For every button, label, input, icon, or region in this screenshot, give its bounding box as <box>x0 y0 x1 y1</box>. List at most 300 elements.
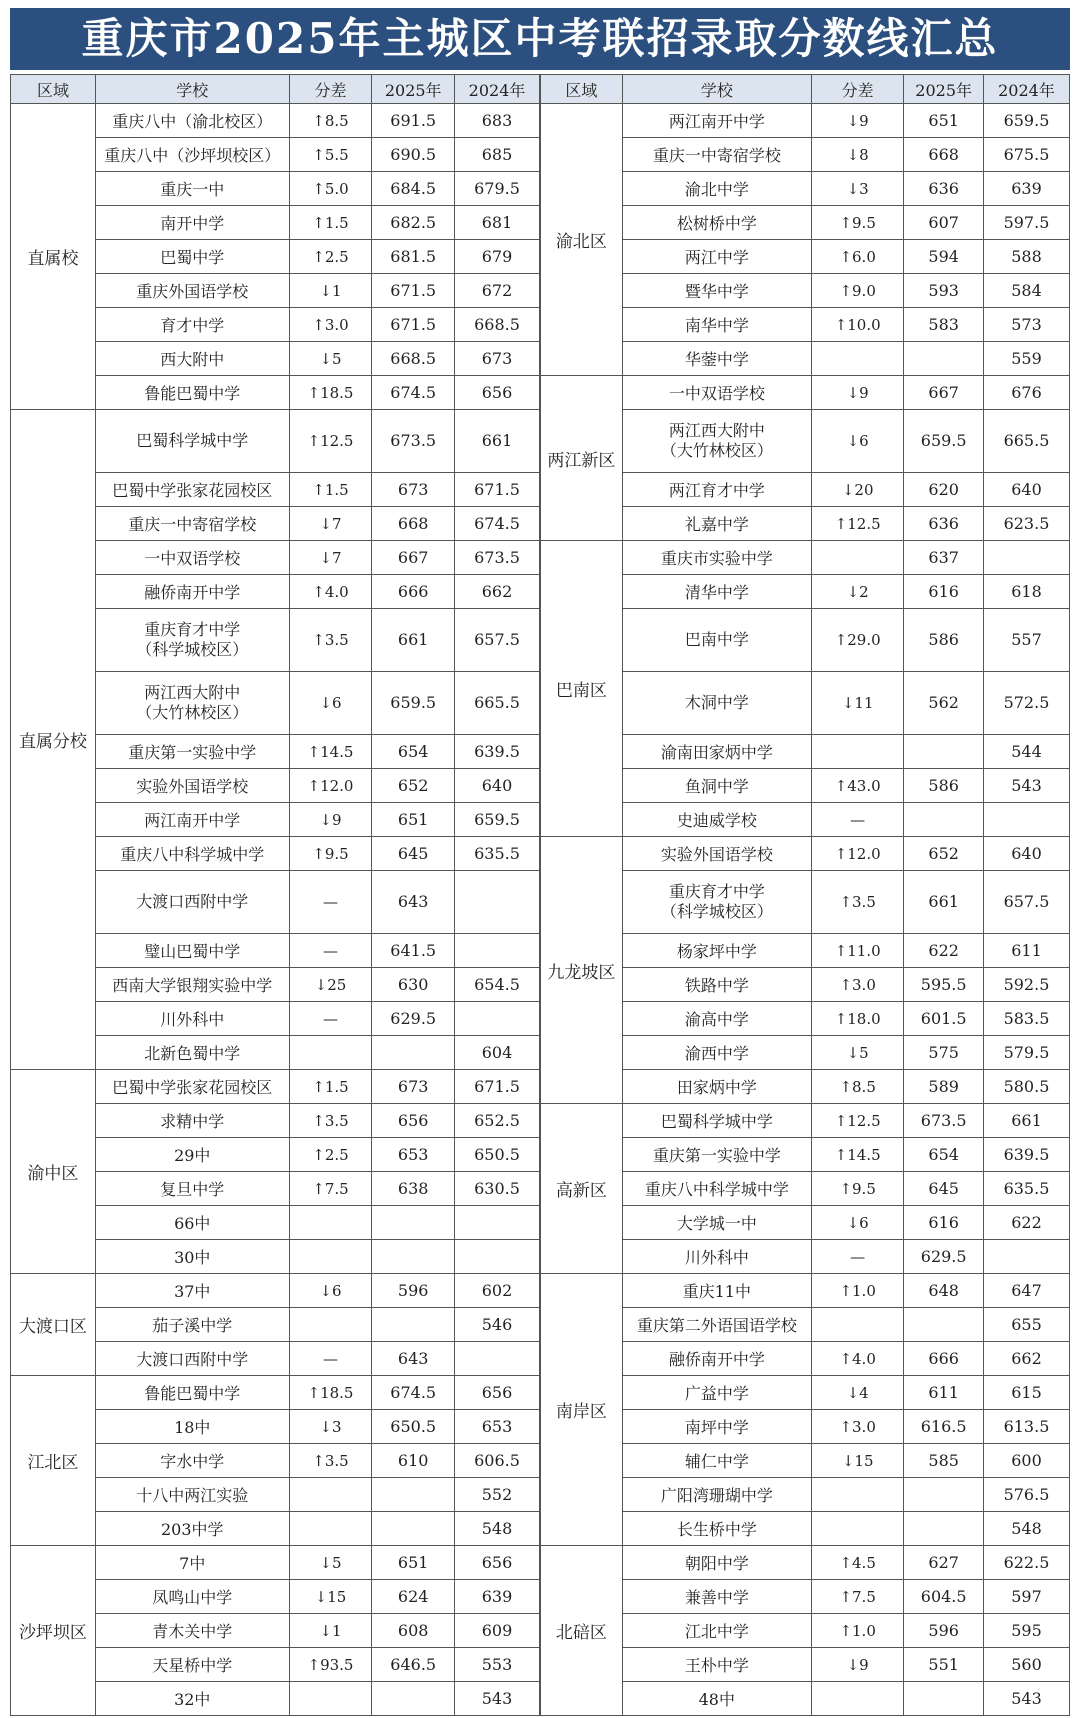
table-row <box>11 1070 540 1104</box>
score-2024-cell: 579.5 <box>983 1036 1069 1070</box>
region-cell: 渝北区 <box>541 104 623 376</box>
score-2024-cell: 630.5 <box>455 1172 540 1206</box>
school-cell <box>622 1138 811 1172</box>
score-2024-cell: 656 <box>455 1376 540 1410</box>
score-2025-cell: 636 <box>904 507 984 541</box>
diff-cell: ↑3.0 <box>289 308 372 342</box>
school-name: 广阳湾珊瑚中学 <box>660 1486 773 1505</box>
school-name: 重庆11中 <box>682 1282 751 1301</box>
school-cell <box>95 1478 289 1512</box>
diff-cell: ↑8.5 <box>811 1070 903 1104</box>
school-name: 鱼洞中学 <box>684 777 749 796</box>
diff-cell: ↑14.5 <box>289 735 372 769</box>
score-2025-cell: 585 <box>904 1444 984 1478</box>
table-row <box>11 1274 540 1308</box>
school-name: 巴蜀科学城中学 <box>660 1112 773 1131</box>
score-2024-cell: 640 <box>983 473 1069 507</box>
score-2024-cell: 661 <box>983 1104 1069 1138</box>
diff-cell: ↓6 <box>811 1206 903 1240</box>
diff-cell: — <box>811 803 903 837</box>
score-2024-cell: 557 <box>983 609 1069 672</box>
score-2025-cell: 596 <box>904 1614 984 1648</box>
page-title: 重庆市2025年主城区中考联招录取分数线汇总 <box>10 8 1070 70</box>
school-cell <box>95 934 289 968</box>
diff-cell: ↑18.5 <box>289 376 372 410</box>
score-2024-cell: 662 <box>983 1342 1069 1376</box>
school-name: 鲁能巴蜀中学 <box>144 384 241 403</box>
score-2025-cell: 673 <box>372 1070 455 1104</box>
school-cell <box>95 1138 289 1172</box>
school-cell <box>622 1172 811 1206</box>
school-name: 重庆第二外语国语学校 <box>636 1316 797 1335</box>
school-cell <box>95 1274 289 1308</box>
score-2024-cell: 583.5 <box>983 1002 1069 1036</box>
score-2025-cell: 629.5 <box>372 1002 455 1036</box>
score-2025-cell: 622 <box>904 934 984 968</box>
school-name: 茄子溪中学 <box>152 1316 233 1335</box>
school-campus: （科学城校区） <box>660 902 773 921</box>
diff-cell <box>289 1240 372 1274</box>
score-2025-cell: 616 <box>904 1206 984 1240</box>
score-2024-cell: 580.5 <box>983 1070 1069 1104</box>
school-name: 渝高中学 <box>684 1010 749 1029</box>
score-2024-cell <box>455 934 540 968</box>
school-cell <box>622 1546 811 1580</box>
diff-cell: ↑18.5 <box>289 1376 372 1410</box>
score-2024-cell <box>455 1240 540 1274</box>
score-2025-cell: 674.5 <box>372 376 455 410</box>
header-school: 学校 <box>95 75 289 104</box>
region-cell: 高新区 <box>541 1104 623 1274</box>
score-2025-cell: 595.5 <box>904 968 984 1002</box>
school-name: 融侨南开中学 <box>668 1350 765 1369</box>
school-name: 清华中学 <box>684 583 749 602</box>
score-2024-cell: 683 <box>455 104 540 138</box>
school-name: 十八中两江实验 <box>136 1486 249 1505</box>
score-2025-cell: 646.5 <box>372 1648 455 1682</box>
header-2025: 2025年 <box>372 75 455 104</box>
diff-cell: ↑4.0 <box>289 575 372 609</box>
school-name: 重庆第一实验中学 <box>652 1146 781 1165</box>
school-cell <box>622 769 811 803</box>
school-cell <box>622 1444 811 1478</box>
score-2025-cell: 586 <box>904 609 984 672</box>
school-cell <box>95 410 289 473</box>
school-cell <box>622 308 811 342</box>
school-cell <box>622 934 811 968</box>
school-cell <box>622 837 811 871</box>
score-2025-cell: 583 <box>904 308 984 342</box>
school-name: 西大附中 <box>160 350 225 369</box>
school-name: 重庆一中 <box>160 180 225 199</box>
score-2025-cell: 620 <box>904 473 984 507</box>
score-2025-cell: 671.5 <box>372 308 455 342</box>
school-cell <box>95 1240 289 1274</box>
school-name: 朝阳中学 <box>684 1554 749 1573</box>
school-name: 鲁能巴蜀中学 <box>144 1384 241 1403</box>
school-name: 川外科中 <box>160 1010 225 1029</box>
diff-cell: ↑9.0 <box>811 274 903 308</box>
school-cell <box>95 240 289 274</box>
diff-cell: ↑6.0 <box>811 240 903 274</box>
school-cell <box>95 1648 289 1682</box>
diff-cell: ↑43.0 <box>811 769 903 803</box>
diff-cell: ↓6 <box>289 672 372 735</box>
school-cell <box>95 672 289 735</box>
score-2024-cell: 559 <box>983 342 1069 376</box>
score-2025-cell: 601.5 <box>904 1002 984 1036</box>
school-name: 两江西大附中 <box>144 683 241 702</box>
school-cell <box>95 1682 289 1716</box>
school-cell <box>95 104 289 138</box>
school-cell <box>95 308 289 342</box>
score-2024-cell: 560 <box>983 1648 1069 1682</box>
diff-cell <box>811 541 903 575</box>
school-cell <box>622 735 811 769</box>
score-2025-cell: 575 <box>904 1036 984 1070</box>
table-row <box>541 376 1070 410</box>
diff-cell: ↓9 <box>811 1648 903 1682</box>
score-2025-cell <box>372 1512 455 1546</box>
score-2024-cell: 665.5 <box>983 410 1069 473</box>
school-name: 天星桥中学 <box>152 1656 233 1675</box>
school-cell <box>622 1070 811 1104</box>
score-2024-cell: 622 <box>983 1206 1069 1240</box>
left-table <box>10 74 540 1716</box>
school-cell <box>622 1104 811 1138</box>
score-2025-cell: 656 <box>372 1104 455 1138</box>
score-2024-cell: 546 <box>455 1308 540 1342</box>
school-name: 一中双语学校 <box>144 549 241 568</box>
diff-cell: ↑9.5 <box>811 1172 903 1206</box>
score-2024-cell: 543 <box>455 1682 540 1716</box>
school-cell <box>622 274 811 308</box>
school-cell <box>622 104 811 138</box>
school-name: 史迪威学校 <box>676 811 757 830</box>
school-name: 大学城一中 <box>676 1214 757 1233</box>
score-2025-cell: 636 <box>904 172 984 206</box>
score-2025-cell: 641.5 <box>372 934 455 968</box>
score-2024-cell: 639 <box>983 172 1069 206</box>
diff-cell: ↑12.0 <box>811 837 903 871</box>
score-2025-cell <box>372 1478 455 1512</box>
school-cell <box>622 1682 811 1716</box>
score-2025-cell: 616.5 <box>904 1410 984 1444</box>
school-cell <box>622 1512 811 1546</box>
diff-cell: ↓3 <box>289 1410 372 1444</box>
score-2025-cell: 610 <box>372 1444 455 1478</box>
region-cell: 直属校 <box>11 104 96 410</box>
score-2024-cell: 675.5 <box>983 138 1069 172</box>
score-2024-cell: 635.5 <box>983 1172 1069 1206</box>
score-2025-cell: 650.5 <box>372 1410 455 1444</box>
school-cell <box>95 1410 289 1444</box>
score-2024-cell: 639.5 <box>983 1138 1069 1172</box>
school-name: 暨华中学 <box>684 282 749 301</box>
school-cell <box>622 575 811 609</box>
diff-cell: ↓7 <box>289 541 372 575</box>
score-2024-cell: 552 <box>455 1478 540 1512</box>
school-name: 66中 <box>174 1214 211 1233</box>
diff-cell: ↑3.5 <box>289 1444 372 1478</box>
diff-cell <box>289 1036 372 1070</box>
score-2024-cell: 548 <box>455 1512 540 1546</box>
diff-cell: ↓7 <box>289 507 372 541</box>
diff-cell: ↑1.5 <box>289 1070 372 1104</box>
diff-cell: ↑12.5 <box>289 410 372 473</box>
diff-cell: ↓25 <box>289 968 372 1002</box>
diff-cell: ↓5 <box>289 342 372 376</box>
school-name: 江北中学 <box>684 1622 749 1641</box>
score-2024-cell: 661 <box>455 410 540 473</box>
school-name: 长生桥中学 <box>676 1520 757 1539</box>
diff-cell: ↓20 <box>811 473 903 507</box>
score-2024-cell <box>455 871 540 934</box>
score-2024-cell: 639.5 <box>455 735 540 769</box>
score-2025-cell: 667 <box>904 376 984 410</box>
school-name: 30中 <box>174 1248 211 1267</box>
diff-cell: — <box>811 1240 903 1274</box>
school-cell <box>622 1648 811 1682</box>
school-name: 字水中学 <box>160 1452 225 1471</box>
school-name: 兼善中学 <box>684 1588 749 1607</box>
school-name: 复旦中学 <box>160 1180 225 1199</box>
diff-cell: ↑3.5 <box>289 1104 372 1138</box>
diff-cell: ↑3.0 <box>811 1410 903 1444</box>
diff-cell: — <box>289 1002 372 1036</box>
table-row <box>541 541 1070 575</box>
score-2024-cell: 679 <box>455 240 540 274</box>
school-cell <box>95 575 289 609</box>
school-name: 南开中学 <box>160 214 225 233</box>
school-name: 北新色蜀中学 <box>144 1044 241 1063</box>
score-2025-cell: 691.5 <box>372 104 455 138</box>
tables-wrapper <box>10 74 1070 1716</box>
score-2025-cell: 674.5 <box>372 1376 455 1410</box>
school-cell <box>95 172 289 206</box>
header-diff: 分差 <box>289 75 372 104</box>
school-name: 西南大学银翔实验中学 <box>112 976 273 995</box>
school-cell <box>622 1614 811 1648</box>
score-2025-cell: 673.5 <box>372 410 455 473</box>
diff-cell <box>811 342 903 376</box>
school-cell <box>622 1206 811 1240</box>
diff-cell: ↓1 <box>289 274 372 308</box>
score-2024-cell: 611 <box>983 934 1069 968</box>
score-2025-cell: 666 <box>904 1342 984 1376</box>
school-name: 重庆八中科学城中学 <box>120 845 265 864</box>
score-2024-cell: 588 <box>983 240 1069 274</box>
header-2025: 2025年 <box>904 75 984 104</box>
score-2024-cell: 679.5 <box>455 172 540 206</box>
score-2025-cell <box>904 1308 984 1342</box>
score-2025-cell: 645 <box>904 1172 984 1206</box>
region-cell: 大渡口区 <box>11 1274 96 1376</box>
score-2024-cell: 553 <box>455 1648 540 1682</box>
score-2024-cell: 543 <box>983 769 1069 803</box>
score-2024-cell: 592.5 <box>983 968 1069 1002</box>
score-2024-cell: 609 <box>455 1614 540 1648</box>
school-cell <box>95 1308 289 1342</box>
score-2024-cell: 665.5 <box>455 672 540 735</box>
score-2024-cell: 543 <box>983 1682 1069 1716</box>
score-2024-cell: 656 <box>455 1546 540 1580</box>
score-2024-cell: 584 <box>983 274 1069 308</box>
score-2024-cell: 672 <box>455 274 540 308</box>
school-cell <box>95 1614 289 1648</box>
school-cell <box>95 1172 289 1206</box>
school-cell <box>95 1104 289 1138</box>
score-2024-cell: 654.5 <box>455 968 540 1002</box>
score-2025-cell <box>904 1478 984 1512</box>
score-2024-cell: 647 <box>983 1274 1069 1308</box>
school-name: 渝北中学 <box>684 180 749 199</box>
school-name: 大渡口西附中学 <box>136 892 249 911</box>
region-cell: 九龙坡区 <box>541 837 623 1104</box>
school-cell <box>95 1580 289 1614</box>
school-cell <box>622 672 811 735</box>
score-2024-cell: 671.5 <box>455 473 540 507</box>
score-2024-cell: 602 <box>455 1274 540 1308</box>
score-2024-cell: 640 <box>455 769 540 803</box>
diff-cell: ↑1.5 <box>289 206 372 240</box>
diff-cell: ↓5 <box>289 1546 372 1580</box>
score-2025-cell: 681.5 <box>372 240 455 274</box>
school-cell <box>95 609 289 672</box>
diff-cell: ↑7.5 <box>289 1172 372 1206</box>
table-row <box>11 410 540 473</box>
school-name: 7中 <box>179 1554 206 1573</box>
score-2024-cell: 600 <box>983 1444 1069 1478</box>
school-name: 两江西大附中 <box>668 421 765 440</box>
school-cell <box>95 1206 289 1240</box>
score-2024-cell: 653 <box>455 1410 540 1444</box>
diff-cell: ↓9 <box>811 376 903 410</box>
school-name: 实验外国语学校 <box>136 777 249 796</box>
diff-cell: ↑4.5 <box>811 1546 903 1580</box>
diff-cell: ↑5.5 <box>289 138 372 172</box>
school-name: 巴蜀中学 <box>160 248 225 267</box>
school-cell <box>95 837 289 871</box>
diff-cell: ↓11 <box>811 672 903 735</box>
score-2025-cell: 659.5 <box>372 672 455 735</box>
score-2024-cell <box>983 541 1069 575</box>
score-2025-cell: 668 <box>904 138 984 172</box>
score-2024-cell: 544 <box>983 735 1069 769</box>
school-name: 礼嘉中学 <box>684 515 749 534</box>
school-cell <box>622 1376 811 1410</box>
diff-cell: ↓6 <box>811 410 903 473</box>
school-name: 18中 <box>174 1418 211 1437</box>
diff-cell <box>811 1308 903 1342</box>
diff-cell: ↑2.5 <box>289 240 372 274</box>
diff-cell: ↑7.5 <box>811 1580 903 1614</box>
school-cell <box>95 769 289 803</box>
school-cell <box>95 376 289 410</box>
school-name: 重庆八中（沙坪坝校区） <box>104 146 281 165</box>
school-campus: （大竹林校区） <box>136 703 249 722</box>
score-2025-cell: 673 <box>372 473 455 507</box>
school-cell <box>622 803 811 837</box>
score-2024-cell: 622.5 <box>983 1546 1069 1580</box>
table-row <box>11 1376 540 1410</box>
score-2025-cell: 659.5 <box>904 410 984 473</box>
diff-cell: ↑11.0 <box>811 934 903 968</box>
score-2024-cell: 673 <box>455 342 540 376</box>
score-2025-cell: 668.5 <box>372 342 455 376</box>
diff-cell: ↑18.0 <box>811 1002 903 1036</box>
school-name: 重庆一中寄宿学校 <box>652 146 781 165</box>
school-cell <box>95 803 289 837</box>
diff-cell: — <box>289 1342 372 1376</box>
score-2025-cell <box>372 1036 455 1070</box>
school-name: 育才中学 <box>160 316 225 335</box>
school-cell <box>95 735 289 769</box>
diff-cell: ↑3.5 <box>811 871 903 934</box>
diff-cell: ↑9.5 <box>289 837 372 871</box>
score-2025-cell: 661 <box>372 609 455 672</box>
diff-cell <box>289 1682 372 1716</box>
diff-cell <box>811 1512 903 1546</box>
region-cell: 沙坪坝区 <box>11 1546 96 1716</box>
score-2025-cell <box>904 342 984 376</box>
school-cell <box>622 473 811 507</box>
score-2024-cell: 615 <box>983 1376 1069 1410</box>
score-2024-cell: 662 <box>455 575 540 609</box>
score-2025-cell: 596 <box>372 1274 455 1308</box>
school-cell <box>95 342 289 376</box>
score-2024-cell: 548 <box>983 1512 1069 1546</box>
score-2024-cell: 671.5 <box>455 1070 540 1104</box>
score-2025-cell: 682.5 <box>372 206 455 240</box>
school-name: 田家炳中学 <box>676 1078 757 1097</box>
school-cell <box>95 1070 289 1104</box>
score-2025-cell: 661 <box>904 871 984 934</box>
score-2025-cell <box>372 1240 455 1274</box>
score-2024-cell: 659.5 <box>983 104 1069 138</box>
score-2024-cell: 595 <box>983 1614 1069 1648</box>
score-2025-cell: 671.5 <box>372 274 455 308</box>
school-cell <box>95 871 289 934</box>
diff-cell: ↑1.0 <box>811 1274 903 1308</box>
score-2024-cell: 681 <box>455 206 540 240</box>
school-name: 巴蜀中学张家花园校区 <box>112 1078 273 1097</box>
school-cell <box>622 1308 811 1342</box>
score-2025-cell <box>904 1512 984 1546</box>
school-cell <box>622 240 811 274</box>
diff-cell: ↑9.5 <box>811 206 903 240</box>
header-2024: 2024年 <box>455 75 540 104</box>
score-2025-cell <box>372 1206 455 1240</box>
school-cell <box>95 138 289 172</box>
school-name: 32中 <box>174 1690 211 1709</box>
school-cell <box>95 1036 289 1070</box>
school-cell <box>95 274 289 308</box>
diff-cell: ↑1.0 <box>811 1614 903 1648</box>
score-2025-cell: 652 <box>904 837 984 871</box>
region-cell: 渝中区 <box>11 1070 96 1274</box>
school-name: 重庆外国语学校 <box>136 282 249 301</box>
school-cell <box>95 507 289 541</box>
region-cell: 直属分校 <box>11 410 96 1070</box>
score-2025-cell <box>372 1682 455 1716</box>
score-2024-cell: 657.5 <box>983 871 1069 934</box>
score-2025-cell: 627 <box>904 1546 984 1580</box>
score-2024-cell: 674.5 <box>455 507 540 541</box>
diff-cell: ↑2.5 <box>289 1138 372 1172</box>
score-2024-cell: 597 <box>983 1580 1069 1614</box>
score-2025-cell: 608 <box>372 1614 455 1648</box>
